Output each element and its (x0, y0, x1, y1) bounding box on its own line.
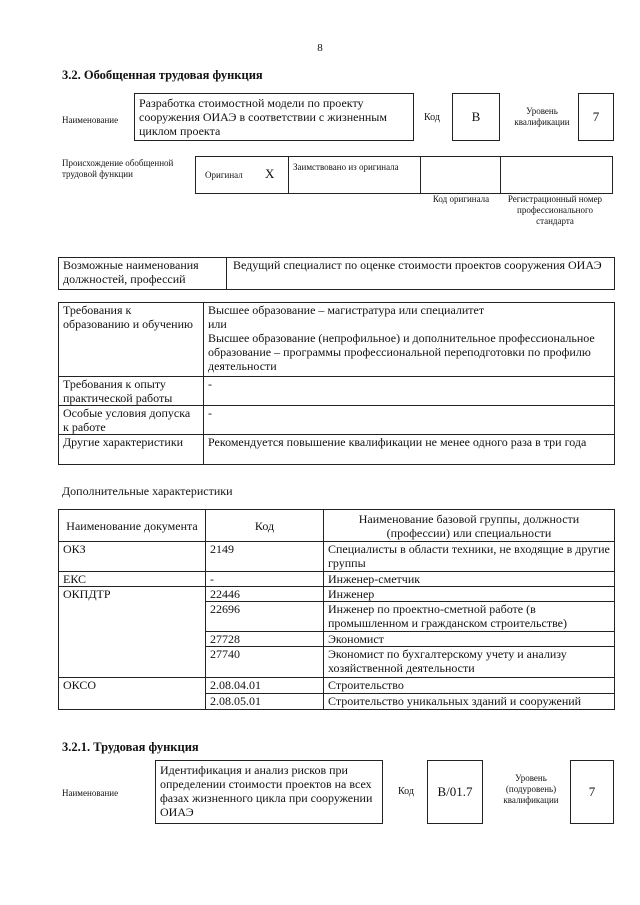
name-label: Наименование (62, 114, 119, 125)
positions-label: Возможные наименования должностей, профессий (59, 258, 227, 290)
labor-level-label: Уровень (подуровень) квалификации (503, 773, 559, 805)
original-label: Оригинал (205, 170, 243, 180)
req-education-line-3: Высшее образование (непрофильное) и дополнительное профессиональное образование – программы профессиональной переподготовки по профилю деятельности (208, 331, 595, 373)
req-education-line-2: или (208, 317, 227, 331)
row-name: Инженер по проектно-сметной работе (в промышленном и гражданском строительстве) (324, 602, 615, 632)
row-code: 2149 (206, 542, 324, 572)
req-other-label: Другие характеристики (59, 435, 204, 465)
origin-divider-1 (288, 156, 289, 194)
section-heading: 3.2. Обобщенная трудовая функция (62, 68, 263, 82)
table-row (59, 542, 615, 572)
req-experience-label: Требования к опыту практической работы (59, 377, 204, 406)
row-doc: ОКПДТР (59, 587, 206, 678)
req-experience-value: - (204, 377, 615, 406)
req-education-line-1: Высшее образование – магистратура или специалитет (208, 303, 485, 317)
row-name: Строительство (324, 678, 615, 694)
code-label: Код (424, 112, 440, 123)
row-code: 27740 (206, 647, 324, 678)
page-number: 8 (317, 42, 323, 54)
labor-function-name-value: Идентификация и анализ рисков при определении стоимости проектов на всех фазах жизненного цикла при сооружении ОИАЭ (155, 760, 383, 824)
additional-title: Дополнительные характеристики (62, 484, 233, 498)
row-doc: ЕКС (59, 572, 206, 587)
row-code: 2.08.04.01 (206, 678, 324, 694)
table-row (59, 678, 615, 694)
header-document: Наименование документа (59, 510, 206, 542)
row-name: Специалисты в области техники, не входящие в другие группы (324, 542, 615, 572)
origin-label: Происхождение обобщенной трудовой функции (62, 158, 174, 179)
positions-value: Ведущий специалист по оценке стоимости проектов сооружения ОИАЭ (227, 258, 615, 290)
row-doc: ОКЗ (59, 542, 206, 572)
row-code: 27728 (206, 632, 324, 647)
req-education-label: Требования к образованию и обучению (59, 303, 204, 377)
table-row (59, 572, 615, 587)
function-name-value: Разработка стоимостной модели по проекту сооружения ОИАЭ в соответствии с жизненным циклом проекта (134, 93, 414, 141)
table-row (59, 587, 615, 602)
level-label: Уровень квалификации (514, 106, 570, 127)
header-code: Код (206, 510, 324, 542)
borrowed-label: Заимствовано из оригинала (293, 162, 399, 172)
row-name: Инженер (324, 587, 615, 602)
labor-code-label: Код (398, 786, 414, 797)
additional-table (58, 509, 615, 710)
req-education-value (204, 303, 615, 377)
labor-code-value: В/01.7 (427, 760, 483, 824)
origin-divider-2 (420, 156, 421, 194)
row-code: - (206, 572, 324, 587)
row-name: Инженер-сметчик (324, 572, 615, 587)
reg-number-caption: Регистрационный номер профессионального стандарта (507, 194, 603, 226)
row-name: Экономист по бухгалтерскому учету и анализу хозяйственной деятельности (324, 647, 615, 678)
header-name: Наименование базовой группы, должности (профессии) или специальности (324, 510, 615, 542)
req-conditions-label: Особые условия допуска к работе (59, 406, 204, 435)
row-code: 22696 (206, 602, 324, 632)
labor-level-value: 7 (570, 760, 614, 824)
subsection-heading: 3.2.1. Трудовая функция (62, 740, 199, 754)
code-value: В (452, 93, 500, 141)
positions-table (58, 257, 615, 290)
row-code: 22446 (206, 587, 324, 602)
req-other-value: Рекомендуется повышение квалификации не менее одного раза в три года (204, 435, 615, 465)
req-conditions-value: - (204, 406, 615, 435)
row-doc: ОКСО (59, 678, 206, 710)
labor-name-label: Наименование (62, 788, 119, 798)
origin-divider-3 (500, 156, 501, 194)
row-name: Экономист (324, 632, 615, 647)
requirements-table (58, 302, 615, 465)
level-value: 7 (578, 93, 614, 141)
original-mark: X (265, 166, 275, 181)
code-original-caption: Код оригинала (432, 194, 490, 204)
row-code: 2.08.05.01 (206, 694, 324, 710)
row-name: Строительство уникальных зданий и сооружений (324, 694, 615, 710)
